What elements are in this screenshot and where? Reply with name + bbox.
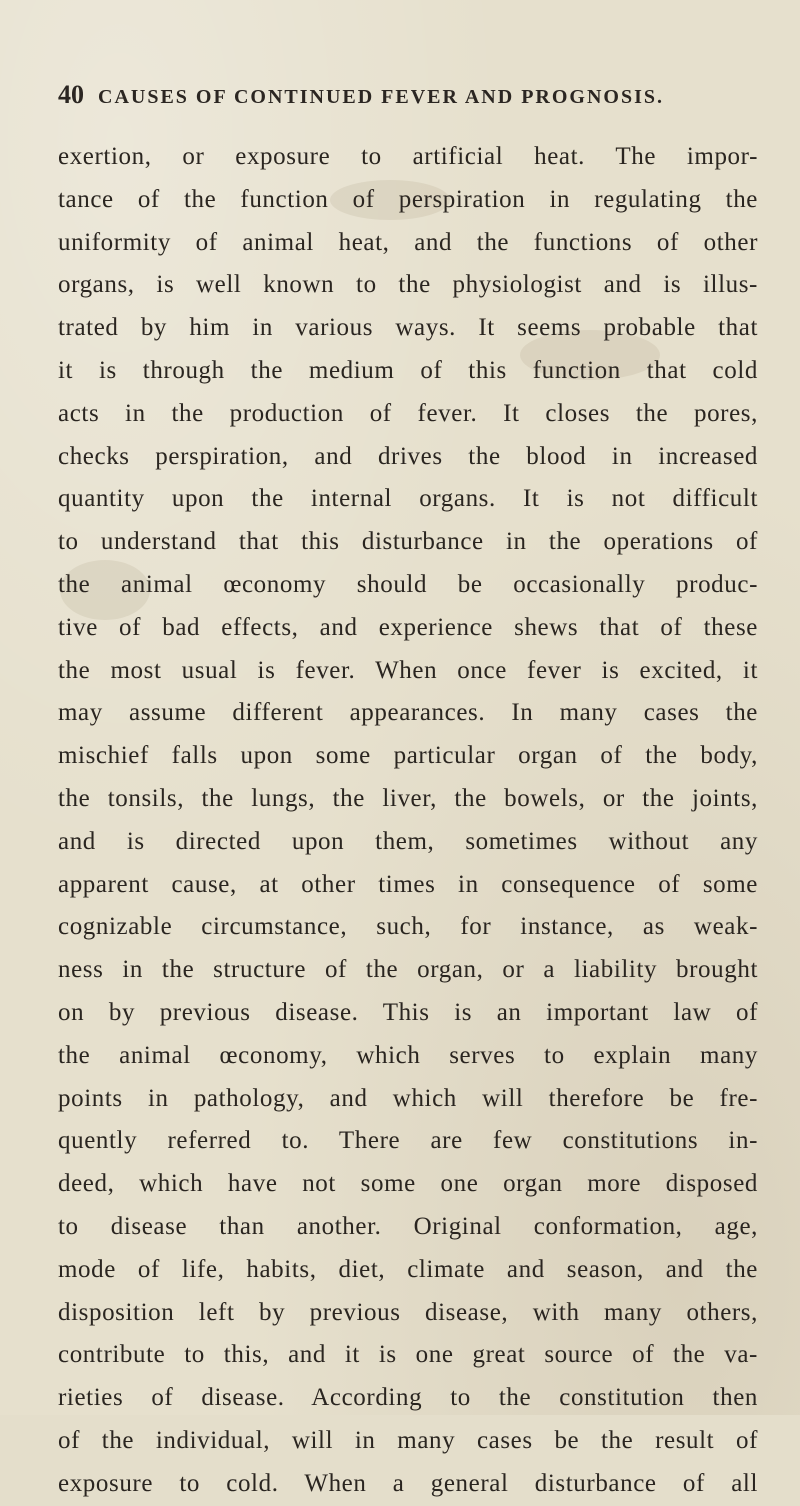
- text-line: organs, is well known to the physiologist and is illus-: [58, 271, 758, 299]
- text-line: the animal œconomy should be occasionally produc-: [58, 570, 758, 598]
- text-line: it is through the medium of this function that cold: [58, 356, 758, 384]
- text-line: disposition left by previous disease, with many others,: [58, 1298, 758, 1326]
- running-header: [58, 80, 778, 110]
- text-line: the tonsils, the lungs, the liver, the bowels, or the joints,: [58, 784, 758, 812]
- running-title: CAUSES OF CONTINUED FEVER AND PROGNOSIS.: [98, 86, 664, 108]
- text-line: trated by him in various ways. It seems probable that: [58, 314, 758, 342]
- text-line: tance of the function of perspiration in regulating the: [58, 185, 758, 213]
- text-line: on by previous disease. This is an important law of: [58, 998, 758, 1026]
- text-line: checks perspiration, and drives the blood in increased: [58, 442, 758, 470]
- text-line: apparent cause, at other times in consequence of some: [58, 870, 758, 898]
- text-line: and is directed upon them, sometimes without any: [58, 827, 758, 855]
- text-line: tive of bad effects, and experience shews that of these: [58, 613, 758, 641]
- text-line: deed, which have not some one organ more disposed: [58, 1170, 758, 1198]
- text-line: may assume different appearances. In many cases the: [58, 699, 758, 727]
- text-line: to disease than another. Original conformation, age,: [58, 1212, 758, 1240]
- page-number: 40: [58, 80, 84, 109]
- text-line: the animal œconomy, which serves to explain many: [58, 1041, 758, 1069]
- text-line: uniformity of animal heat, and the functions of other: [58, 228, 758, 256]
- text-line: mode of life, habits, diet, climate and season, and the: [58, 1255, 758, 1283]
- text-line: contribute to this, and it is one great source of the va-: [58, 1341, 758, 1369]
- text-line: mischief falls upon some particular organ of the body,: [58, 742, 758, 770]
- text-line: the most usual is fever. When once fever is excited, it: [58, 656, 758, 684]
- text-line: ness in the structure of the organ, or a liability brought: [58, 956, 758, 984]
- text-line: cognizable circumstance, such, for instance, as weak-: [58, 913, 758, 941]
- text-line: acts in the production of fever. It closes the pores,: [58, 399, 758, 427]
- text-line: quantity upon the internal organs. It is not difficult: [58, 485, 758, 513]
- text-line: to understand that this disturbance in the operations of: [58, 528, 758, 556]
- text-line: exposure to cold. When a general disturbance of all: [58, 1469, 758, 1497]
- text-line: of the individual, will in many cases be the result of: [58, 1426, 758, 1454]
- text-line: points in pathology, and which will therefore be fre-: [58, 1084, 758, 1112]
- body-text: [58, 136, 758, 1506]
- text-line: quently referred to. There are few constitutions in-: [58, 1127, 758, 1155]
- text-line: rieties of disease. According to the constitution then: [58, 1384, 758, 1412]
- text-line: exertion, or exposure to artificial heat. The impor-: [58, 143, 758, 170]
